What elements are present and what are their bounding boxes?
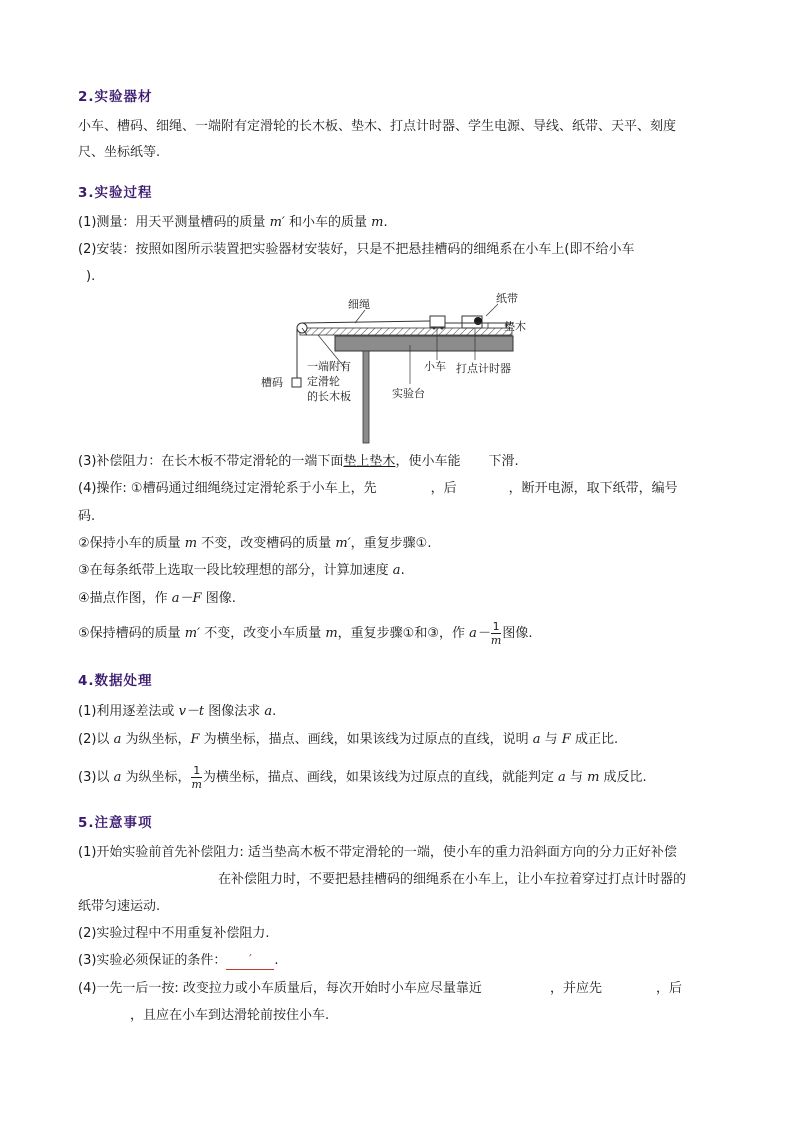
fraction-denominator: m bbox=[490, 634, 502, 647]
text: . bbox=[272, 704, 277, 719]
text: . bbox=[400, 563, 405, 578]
text: 下滑. bbox=[488, 454, 519, 469]
procedure-step-4-end: 码. bbox=[78, 509, 96, 524]
text: (2)以 bbox=[78, 732, 114, 747]
text: . bbox=[274, 953, 279, 968]
text: ，重复步骤①. bbox=[350, 536, 432, 551]
label-board-3: 的长木板 bbox=[307, 390, 351, 403]
heading-equipment: 2.实验器材 bbox=[78, 89, 153, 105]
text: ，后 bbox=[430, 481, 457, 496]
text: 成正比. bbox=[570, 732, 619, 747]
text: ③在每条纸带上选取一段比较理想的部分，计算加速度 bbox=[78, 563, 393, 578]
procedure-step-2-end: ). bbox=[86, 269, 96, 284]
heading-data: 4.数据处理 bbox=[78, 673, 153, 689]
cart bbox=[430, 316, 445, 327]
procedure-step-4 bbox=[78, 480, 678, 498]
var: F bbox=[561, 732, 571, 747]
text: ，后 bbox=[655, 981, 682, 996]
fraction bbox=[491, 620, 501, 647]
text: 与 bbox=[565, 770, 588, 785]
var: m′ bbox=[335, 536, 351, 551]
label-rope: 细绳 bbox=[348, 298, 370, 311]
text: 不变，改变槽码的质量 bbox=[197, 536, 336, 551]
fraction bbox=[191, 764, 201, 791]
procedure-step-4-3 bbox=[78, 562, 405, 580]
text: 为横坐标，描点、画线，如果该线为过原点的直线，就能判定 bbox=[202, 770, 559, 785]
heading-procedure: 3.实验过程 bbox=[78, 185, 153, 201]
text: (1)利用逐差法或 bbox=[78, 704, 179, 719]
text: 不变，改变小车质量 bbox=[200, 626, 326, 641]
var: F bbox=[190, 732, 200, 747]
text: 成反比. bbox=[599, 770, 647, 785]
procedure-step-4-2 bbox=[78, 535, 431, 553]
procedure-step-3 bbox=[78, 453, 519, 471]
var: a－ bbox=[469, 626, 490, 641]
label-table: 实验台 bbox=[392, 387, 425, 400]
var: m bbox=[184, 536, 198, 551]
label-tape: 纸带 bbox=[496, 292, 518, 305]
text: ⑤保持槽码的质量 bbox=[78, 626, 185, 641]
notes-step-1-end: 纸带匀速运动. bbox=[78, 899, 161, 914]
fraction-denominator: m bbox=[191, 778, 202, 791]
text: (4)操作: ①槽码通过细绳绕过定滑轮系于小车上，先 bbox=[78, 481, 377, 496]
data-step-3 bbox=[78, 764, 647, 791]
long-board bbox=[300, 328, 512, 335]
fraction-numerator: 1 bbox=[193, 764, 201, 777]
var: v－t bbox=[178, 704, 205, 719]
var: a bbox=[558, 770, 566, 785]
var: a bbox=[532, 732, 541, 747]
var: a bbox=[113, 770, 122, 785]
text: 图像. bbox=[201, 591, 236, 606]
text: ，并应先 bbox=[549, 981, 602, 996]
data-step-1 bbox=[78, 703, 276, 721]
text: 图像. bbox=[502, 626, 533, 641]
text: 图像法求 bbox=[204, 704, 265, 719]
apparatus-diagram bbox=[250, 290, 540, 450]
text: ④描点作图，作 bbox=[78, 591, 172, 606]
equipment-text-2: 尺、坐标纸等. bbox=[78, 145, 161, 160]
notes-step-4 bbox=[78, 980, 682, 998]
rope bbox=[302, 321, 430, 323]
notes-step-1-cont: 在补偿阻力时，不要把悬挂槽码的细绳系在小车上，让小车拉着穿过打点计时器的 bbox=[218, 872, 687, 887]
heading-notes: 5.注意事项 bbox=[78, 815, 153, 831]
var: m′ bbox=[269, 215, 285, 230]
fraction-numerator: 1 bbox=[492, 620, 500, 633]
notes-step-4-end: ，且应在小车到达滑轮前按住小车. bbox=[130, 1008, 330, 1023]
equipment-text-1: 小车、槽码、细绳、一端附有定滑轮的长木板、垫木、打点计时器、学生电源、导线、纸带、天平、刻度 bbox=[78, 119, 677, 134]
answer-blank: ′ bbox=[226, 955, 274, 970]
text: ②保持小车的质量 bbox=[78, 536, 185, 551]
text: ，使小车能 bbox=[395, 454, 461, 469]
table-leg bbox=[363, 351, 369, 443]
label-timer: 打点计时器 bbox=[456, 362, 511, 375]
notes-step-3 bbox=[78, 952, 279, 970]
text: 为纵坐标， bbox=[121, 770, 191, 785]
text: ，重复步骤①和③，作 bbox=[337, 626, 470, 641]
var: m bbox=[587, 770, 600, 785]
text: (4)一先一后一按: 改变拉力或小车质量后，每次开始时小车应尽量靠近 bbox=[78, 981, 482, 996]
procedure-step-4-5 bbox=[78, 620, 532, 647]
lab-table bbox=[335, 336, 513, 351]
text: 和小车的质量 bbox=[284, 215, 372, 230]
procedure-step-4-4 bbox=[78, 590, 236, 608]
text: (3)实验必须保证的条件： bbox=[78, 953, 227, 968]
var: a bbox=[392, 563, 401, 578]
notes-step-1: (1)开始实验前首先补偿阻力: 适当垫高木板不带定滑轮的一端，使小车的重力沿斜面方向的分力正好补偿 bbox=[78, 845, 677, 860]
text: 为纵坐标， bbox=[121, 732, 191, 747]
notes-step-2: (2)实验过程中不用重复补偿阻力. bbox=[78, 926, 270, 941]
label-hook: 槽码 bbox=[261, 376, 283, 389]
label-block: 垫木 bbox=[504, 320, 526, 333]
data-step-2 bbox=[78, 731, 618, 749]
text: (3)补偿阻力：在长木板不带定滑轮的一端下面 bbox=[78, 454, 344, 469]
hanging-weight bbox=[292, 378, 301, 387]
procedure-step-2: (2)安装：按照如图所示装置把实验器材安装好，只是不把悬挂槽码的细绳系在小车上(即不给小车 bbox=[78, 242, 635, 257]
text: . bbox=[383, 215, 388, 230]
text: 与 bbox=[540, 732, 562, 747]
procedure-step-1 bbox=[78, 214, 388, 232]
label-board-1: 一端附有 bbox=[307, 360, 351, 373]
var: m bbox=[371, 215, 384, 230]
var: a bbox=[264, 704, 273, 719]
text: 垫上垫木 bbox=[343, 454, 396, 469]
var: a bbox=[113, 732, 122, 747]
text: (3)以 bbox=[78, 770, 114, 785]
var: m′ bbox=[184, 626, 201, 641]
label-board-2: 定滑轮 bbox=[307, 375, 340, 388]
text: (1)测量：用天平测量槽码的质量 bbox=[78, 215, 270, 230]
var: m bbox=[325, 626, 338, 641]
var: a－F bbox=[171, 591, 202, 606]
text: 为横坐标，描点、画线，如果该线为过原点的直线，说明 bbox=[199, 732, 533, 747]
label-cart: 小车 bbox=[424, 360, 446, 373]
text: ，断开电源，取下纸带，编号 bbox=[508, 481, 678, 496]
